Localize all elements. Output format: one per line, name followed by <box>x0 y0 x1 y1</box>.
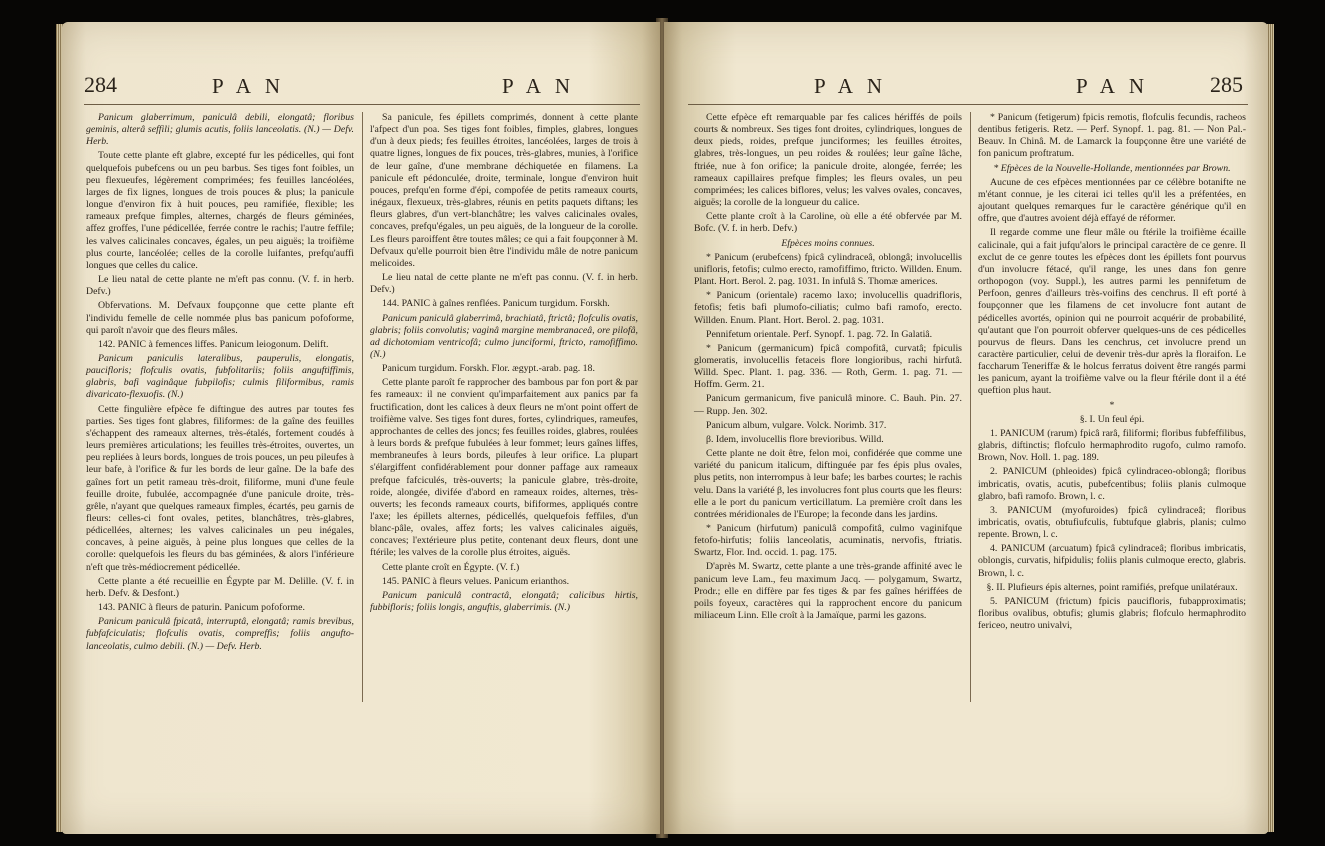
paragraph: * Panicum (orientale) racemo laxo; involucellis quadrifloris, fetofis; fetis bafi plumofo-ciliatis; culmo bafi ramofo, erecto. Willden. Enum. Plant. Hort. Berol. 2. pag. 1031. <box>694 290 962 326</box>
paragraph: 1. PANICUM (rarum) fpicâ rarâ, filiformi; floribus fubfeffilibus, glabris, diftinctis; flofculo hermaphrodito rugofo, culmo ramofo. Brown, Nov. Holl. 1. pag. 189. <box>978 427 1246 464</box>
running-header-left: PAN <box>212 74 295 98</box>
paragraph: * Efpèces de la Nouvelle-Hollande, mentionnées par Brown. <box>993 162 1231 174</box>
paragraph: β. Idem, involucellis flore brevioribus. Willd. <box>706 433 884 445</box>
paragraph: Sa panicule, fes épillets comprimés, donnent à cette plante l'afpect d'un poa. Ses tiges font foibles, fimples, glabres, longues d'un à deux pieds; fes feuilles étroites, lancéolées, larges de trois à quatre lignes, longues de fix pouces, très-glabres, munies, à l'orifice de leur gaîne, d'une membrane déchiquetée en filamens. La panicule eft pédonculée, droite, terminale, longue d'environ huit pouces, prefqu'en forme d'épi, compofée de petits rameaux courts, inégaux, flexueux, très-glabres, réunis en petits paquets diftans; les fleurs glabres, d'un vert-blanchâtre; les valves calicinales ovales, concaves, prefqu'égales, un peu aiguës, de la longueur de la corolle. Les fleurs paroiffent être toutes mâles; ce qui a fait foupçonner à M. Defvaux qu'elle pourroit bien être l'individu mâle de notre panicum melicoides. <box>370 112 638 269</box>
paragraph: Cette plante ne doit être, felon moi, confidérée que comme une variété du panicum italicum, diftinguée par fes épis plus ovales, plus petits, non interrompus à leur bafe; les barbes courtes; le rachis velu. Dans la variété β, les involucres font plus courts que les fleurs: elle a le port du panicum verticillatum. La première croît dans les contrées méridionales de l'Europe; la feconde dans les jardins. <box>694 448 962 520</box>
paragraph: * <box>1109 399 1115 411</box>
paragraph: * Panicum (hirfutum) paniculâ compofitâ, culmo vaginifque fetofo-hirfutis; foliis lanceolatis, acuminatis, nervofis, ftriatis. Swartz, Flor. Ind. occid. 1. pag. 175. <box>694 523 962 559</box>
paragraph: D'après M. Swartz, cette plante a une très-grande affinité avec le panicum leve Lam., feu maximum Jacq. — polygamum, Swartz, Prodr.; elle en diffère par fes tiges & par fes gaînes hériffées de poils foyeux, caractères qui la rapprochent encore du panicum miliaceum Linn. Elle croît à la Jamaïque, parmi les gazons. <box>694 561 962 622</box>
paragraph: * Panicum (fetigerum) fpicis remotis, flofculis fecundis, racheos dentibus fetigeris. Retz. — Perf. Synopf. 1. pag. 81. — Non Pal.-Beauv. In Chinâ. M. de Lamarck la foupçonne être une variété de fon panicum proftratum. <box>978 112 1246 160</box>
paragraph: Panicum paniculâ glaberrimâ, brachiatâ, ftrictâ; flofculis ovatis, glabris; foliis convolutis; vaginâ margine membranaceâ, ore pilofâ, ad dichotomiam ventricofâ; culmo junciformi, ftricto, ramofiffimo. (N.) <box>370 312 638 360</box>
paragraph: 144. PANIC à gaînes renflées. Panicum turgidum. Forskh. <box>382 298 610 310</box>
paragraph: Pennifetum orientale. Perf. Synopf. 1. pag. 72. In Galatiâ. <box>706 328 933 340</box>
paragraph: Cette fingulière efpèce fe diftingue des autres par toutes fes parties. Ses tiges font glabres, filiformes: de la gaîne des feuilles s'échappent des rameaux alternes, très-étalés, fortement coudés à leurs premières articulations; les feuilles très-étroites, ouvertes, un peu repliées à leurs bords, longues de trois pouces, un peu pileufes à leur bafe, à l'orifice & fur les bords de leur gaîne. De la bafe des gaînes fort un petit rameau très-droit, filiforme, muni d'une feule feuille droite, fubulée, accompagnée d'une panicule droite, très-grêle, n'ayant que quelques rameaux fimples, écartés, peu garnis de fleurs: celles-ci font ovales, petites, blanchâtres, très-glabres, pédicellées, alternes; les valves calicinales un peu inégales, concaves, à peine aiguës, à peine plus longues que celles de la corolle: quelquefois les fleurs du bas géminées, & alors l'inférieure n'eft que très-médiocrement pédicellée. <box>86 403 354 573</box>
paragraph: Panicum germanicum, five paniculâ minore. C. Bauh. Pin. 27. — Rupp. Jen. 302. <box>694 393 962 417</box>
running-header-right: PAN <box>502 74 585 98</box>
paragraph: 5. PANICUM (frictum) fpicis paucifloris, fubapproximatis; floribus ovalibus, obtufis; glumis glabris; flofculo hermaphrodito fericeo, neutro univalvi, <box>978 595 1246 632</box>
column-divider <box>362 112 363 702</box>
paragraph: Panicum album, vulgare. Volck. Norimb. 317. <box>706 419 887 431</box>
paragraph: Panicum paniculâ contractâ, elongatâ; calicibus hirtis, fubbifloris; foliis longis, anguftis, glaberrimis. (N.) <box>370 589 638 614</box>
paragraph: Panicum turgidum. Forskh. Flor. ægypt.-arab. pag. 18. <box>382 363 595 375</box>
column-divider <box>970 112 971 702</box>
text-column-1 <box>694 112 962 624</box>
paragraph: Cette efpèce eft remarquable par fes calices hériffés de poils courts & nombreux. Ses tiges font droites, cylindriques, longues de deux pieds, roides, prefque junciformes; les feuilles étroites, glabres, très-longues, un peu roides & roulées; leur gaîne lâche, ftriée, nue à fon orifice; la panicule droite, alongée, ferrée; les rameaux capillaires prefque fimples; les fleurs ovales, un peu comprimées; les calices biflores, velus; les valves ovales, concaves, aiguës; la corolle de la longueur du calice. <box>694 112 962 209</box>
paragraph: §. II. Plufieurs épis alternes, point ramifiés, prefque unilatéraux. <box>986 581 1238 593</box>
paragraph: 142. PANIC à femences liffes. Panicum leiogonum. Delift. <box>98 338 329 350</box>
paragraph: Cette plante croît en Égypte. (V. f.) <box>382 561 520 573</box>
right-page <box>664 22 1268 834</box>
paragraph: 145. PANIC à fleurs velues. Panicum erianthos. <box>382 575 570 587</box>
paragraph: Efpèces moins connues. <box>781 237 875 249</box>
paragraph: Le lieu natal de cette plante ne m'eft pas connu. (V. f. in herb. Defv.) <box>86 274 354 298</box>
paragraph: 2. PANICUM (phleoides) fpicâ cylindraceo-oblongâ; floribus imbricatis, ovatis, acutis, pubefcentibus; foliis planis culmoque glabro, bafi ramofo. Brown, l. c. <box>978 466 1246 502</box>
running-header-left: PAN <box>814 74 897 98</box>
text-column-2 <box>370 112 638 616</box>
paragraph: Cette plante a été recueillie en Égypte par M. Delille. (V. f. in herb. Defv. & Desfont.) <box>86 575 354 599</box>
paragraph: Cette plante croît à la Caroline, où elle a été obfervée par M. Bofc. (V. f. in herb. Defv.) <box>694 211 962 235</box>
paragraph: Obfervations. M. Defvaux foupçonne que cette plante eft l'individu femelle de celle nommée plus bas panicum pofoforme, qui paroît n'avoir que des fleurs mâles. <box>86 300 354 336</box>
paragraph: Aucune de ces efpèces mentionnées par ce célèbre botanifte ne m'étant connue, je les citerai ici telles qu'il les a préfentées, en ajoutant quelques remarques fur le caractère générique qu'il en offre, que d'autres avoient déjà effayé de réformer. <box>978 176 1246 225</box>
text-column-2 <box>978 112 1246 634</box>
header-rule <box>688 104 1248 105</box>
paragraph: §. I. Un feul épi. <box>1079 413 1145 425</box>
paragraph: Il regarde comme une fleur mâle ou ftérile la troifième écaille calicinale, qui a fait jufqu'alors le principal caractère de ce genre. Il exclut de ce genre toutes les efpèces dont les épillets font pourvus d'un involucre fétacé, qu'il range, les unes dans fon genre orthopogon (voy. Suppl.), les autres parmi les pennifetum de Perfoon, genres d'ailleurs très-voifins des cenchrus. Il eft porté à foupçonner que les filamens de cet involucre font autant de pédicelles avortés, opinion qui ne pourroit acquérir de probabilité, qu'autant que l'on pourroit obferver quelques-uns de ces pédicelles pourvus de fleurs. Dans les cenchrus, cet involucre prend un caractère particulier, celui de devenir très-dur après la floraifon. Le faccharum Teneriffæ & le holcus ferratus doivent être rangés parmi les panicum, ayant la troifième valve ou la fleur ftérile dont il a été queftion plus haut. <box>978 227 1246 397</box>
paragraph: Panicum paniculâ fpicatâ, interruptâ, elongatâ; ramis brevibus, fubfafciculatis; flofculis ovatis, compreffis; foliis angufto-lanceolatis, culmo debili. (N.) — Defv. Herb. <box>86 616 354 652</box>
left-page <box>62 22 660 834</box>
paragraph: Panicum glaberrimum, paniculâ debili, elongatâ; floribus geminis, alterâ seffili; glumis acutis, foliis lanceolatis. (N.) — Defv. Herb. <box>86 112 354 148</box>
paragraph: * Panicum (erubefcens) fpicâ cylindraceâ, oblongâ; involucellis unifloris, fetofis; culmo erecto, ramofiffimo, ftricto. Willden. Enum. Plant. Hort. Berol. 2. pag. 1031. In infulâ S. Thomæ americes. <box>694 251 962 288</box>
paragraph: 143. PANIC à fleurs de paturin. Panicum pofoforme. <box>98 602 305 614</box>
paragraph: Le lieu natal de cette plante ne m'eft pas connu. (V. f. in herb. Defv.) <box>370 272 638 296</box>
running-header-right: PAN <box>1076 74 1159 98</box>
paragraph: Cette plante paroît fe rapprocher des bambous par fon port & par fes rameaux: il ne convient qu'imparfaitement aux panics par fa fructification, dont les calices à deux fleurs ne m'ont point offert de troifième valve. Ses tiges font dures, fortes, cylindriques, rameufes, approchantes de celles des joncs; fes feuilles roides, glabres, roulées à leurs bords & prefque fubulées à leur fommet; leurs gaînes liffes, membraneufes à leurs bords, pileufes à leur orifice. La plupart s'élargiffent confidérablement pour donner paffage aux rameaux prefque fafciculés, très-ouverts; la panicule glabre, très-droite, roide, alongée, divifée d'abord en rameaux roides, alternes, très-ouverts; les feconds rameaux courts, bififormes, appliqués contre l'axe; les épillets alternes, pédicellés, quelquefois feffiles, d'un blanc-pâle, ovales, affez forts; les valves calicinales aiguës, concaves; l'extérieure plus petite, contenant deux fleurs, dont une ftérile; les valves de la corolle plus étroites, aiguës. <box>370 377 638 559</box>
text-column-1 <box>86 112 354 655</box>
paragraph: 4. PANICUM (arcuatum) fpicâ cylindraceâ; floribus imbricatis, oblongis, curvatis, hifpidulis; foliis planis culmoque erecto, glabris. Brown, l. c. <box>978 543 1246 579</box>
page-number: 285 <box>1210 72 1243 97</box>
header-rule <box>84 104 640 105</box>
page-number: 284 <box>84 72 117 97</box>
paragraph: Panicum paniculis lateralibus, pauperulis, elongatis, paucifloris; flofculis ovatis, fubfolitariis; foliis anguftiffimis, glabris, bafi vaginâque fubpilofis; culmis filiformibus, ramis divaricato-flexuofis. (N.) <box>86 352 354 401</box>
paragraph: * Panicum (germanicum) fpicâ compofitâ, curvatâ; fpiculis glomeratis, involucellis fetaceis flore longioribus, rachi hirfutâ. Willd. Spec. Plant. 1. pag. 336. — Roth, Germ. 1. pag. 71. — Hoffm. Germ. 21. <box>694 342 962 391</box>
paragraph: 3. PANICUM (myofuroides) fpicâ cylindraceâ; floribus imbricatis, ovatis, obtufiufculis, fubtufque glabris, planis; culmo repente. Brown, l. c. <box>978 504 1246 541</box>
paragraph: Toute cette plante eft glabre, excepté fur les pédicelles, qui font quelquefois pubefcens ou un peu barbus. Ses tiges font foibles, un peu flexueufes, légèrement comprimées; fes feuilles lancéolées, larges de fix lignes, longues de trois pouces & plus; la panicule longue d'environ fix à huit pouces, peu ramifiée, flexible; les rameaux prefque fimples, alternes, chargés de fleurs géminées, affez groffes, l'une pédicellée, ferrée contre le rachis; l'autre feffile; les valves calicinales concaves, égales, un peu aiguës; la troifième plus courte, lancéolée; celles de la corolle luifantes, prefqu'auffi longues que celles du calice. <box>86 150 354 271</box>
